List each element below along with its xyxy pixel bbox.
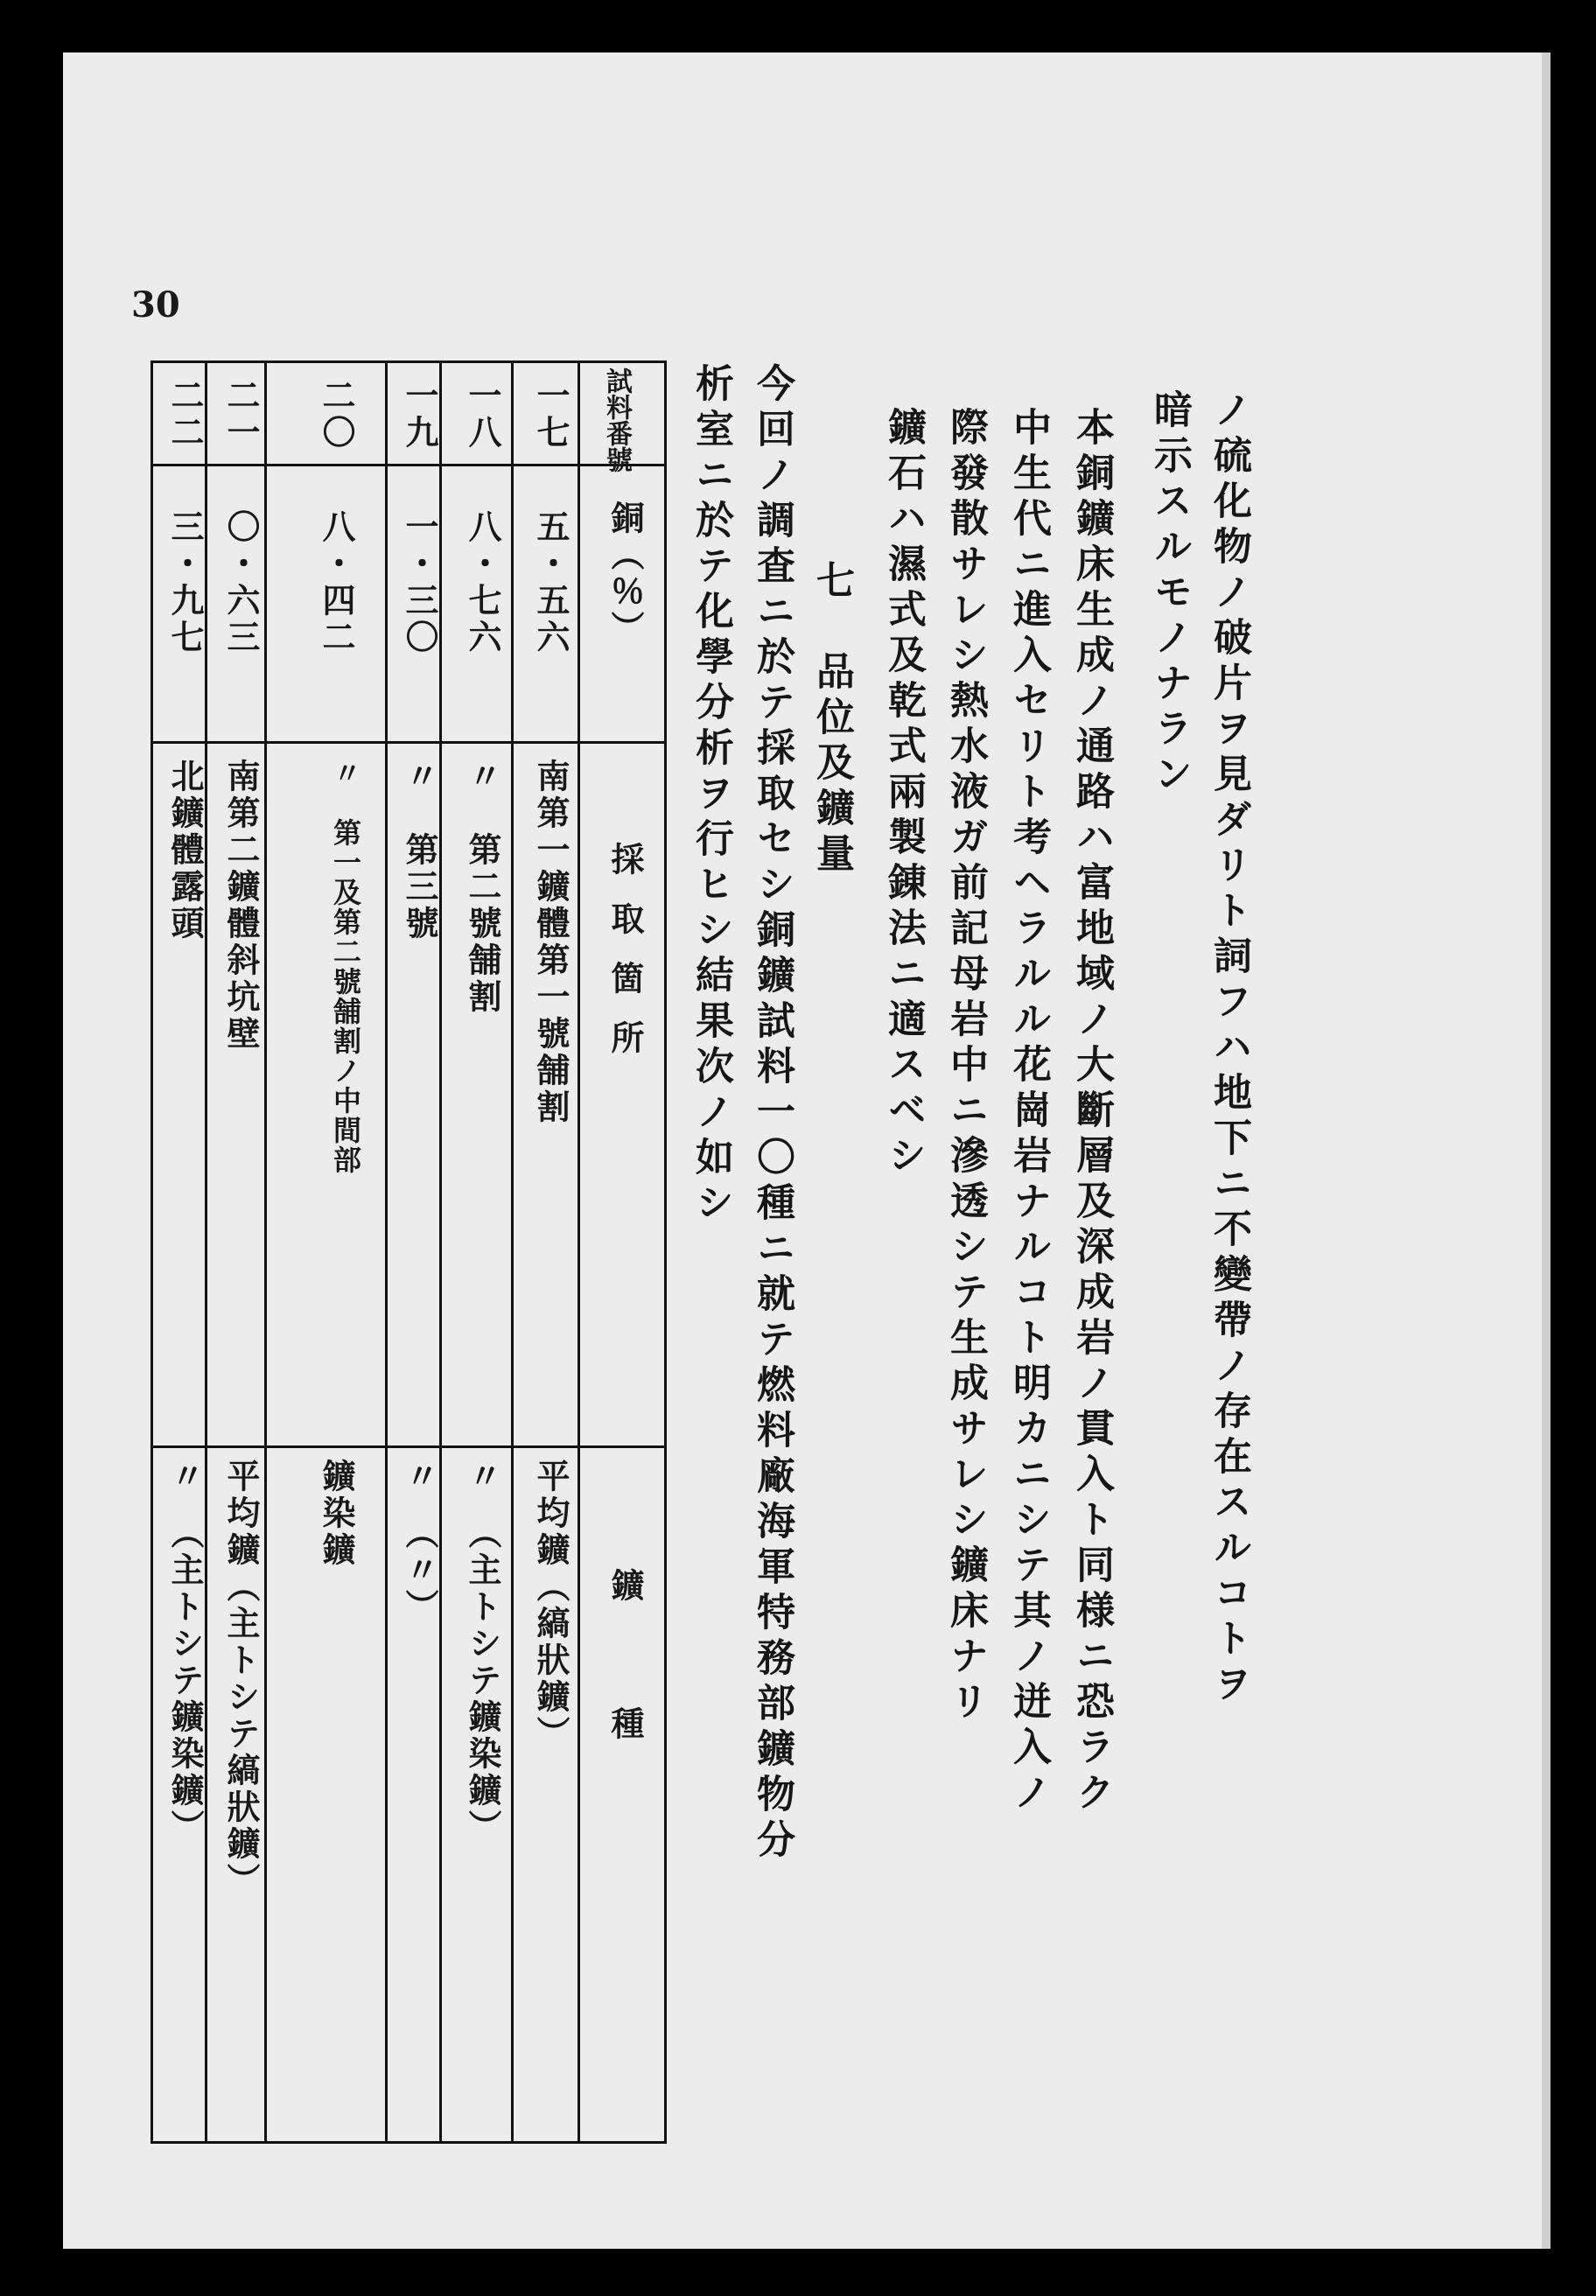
row-22-kind: 〃 （主トシテ鑛染鑛）	[165, 1459, 205, 1846]
header-location: 採取箇所	[606, 842, 645, 1080]
table-rule-top	[150, 360, 667, 363]
row-17-cu: 五・五六	[531, 509, 570, 656]
analysis-table	[150, 360, 667, 2146]
row-22-cu: 三・九七	[165, 509, 205, 656]
paragraph-line-2: 暗示スルモノナラン	[1147, 389, 1192, 799]
row-19-cu: 一・三〇	[400, 509, 439, 656]
table-vline-3	[385, 360, 388, 2144]
row-18-no: 一八	[463, 378, 502, 452]
row-18-cu: 八・七六	[463, 509, 502, 656]
row-20-cu: 八・四二	[317, 509, 356, 656]
paragraph2-line-2: 析室ニ於テ化學分析ヲ行ヒシ結果次ノ如シ	[689, 363, 733, 1228]
paragraph-line-3: 本銅鑛床生成ノ通路ハ富地域ノ大斷層及深成岩ノ貫入ト同様ニ恐ラク	[1069, 407, 1114, 1817]
table-rule-3	[150, 1446, 667, 1448]
row-21-cu: 〇・六三	[221, 509, 261, 656]
header-ore-type: 鑛種	[606, 1568, 645, 1844]
page-number: 30	[131, 284, 180, 326]
row-20-no: 二〇	[317, 378, 356, 452]
table-vline-7	[664, 360, 667, 2144]
row-17-kind: 平均鑛（縞狀鑛）	[531, 1459, 570, 1753]
row-18-kind: 〃 （主トシテ鑛染鑛）	[463, 1459, 502, 1846]
row-19-kind: 〃 （〃）	[400, 1459, 439, 1626]
row-21-place: 南第二鑛體斜坑壁	[221, 759, 261, 1053]
paragraph-line-5: 際發散サレシ熱水液ガ前記母岩中ニ滲透シテ生成サレシ鑛床ナリ	[943, 407, 988, 1726]
table-rule-1	[150, 464, 667, 466]
row-20-place: 〃 第一及第二號舗割ノ中間部	[329, 759, 362, 1175]
header-sample-number: 試料番號	[601, 368, 632, 472]
paragraph-line-6: 鑛石ハ濕式及乾式兩製錬法ニ適スベシ	[881, 407, 926, 1180]
section-heading: 七 品位及鑛量	[809, 560, 854, 878]
paragraph-line-4: 中生代ニ進入セリト考ヘラルル花崗岩ナルコト明カニシテ其ノ迸入ノ	[1006, 407, 1051, 1817]
table-vline-6	[578, 360, 580, 2144]
row-20-kind: 鑛染鑛	[317, 1459, 356, 1569]
header-copper: 銅（％）	[606, 500, 645, 648]
row-21-no: 二一	[221, 378, 261, 452]
table-vline-5	[511, 360, 514, 2144]
table-rule-2	[150, 741, 667, 744]
row-19-no: 一九	[400, 378, 439, 452]
row-17-no: 一七	[531, 378, 570, 452]
paragraph2-line-1: 今回ノ調査ニ於テ採取セシ銅鑛試料一〇種ニ就テ燃料廠海軍特務部鑛物分	[750, 363, 794, 1865]
row-19-place: 〃 第三號	[400, 759, 439, 942]
paragraph-line-1: ノ硫化物ノ破片ヲ見ダリト詞フハ地下ニ不變帶ノ存在スルコトヲ	[1207, 389, 1251, 1709]
row-21-kind: 平均鑛（主トシテ縞狀鑛）	[221, 1459, 261, 1900]
table-vline-0	[150, 360, 153, 2144]
table-rule-bottom	[150, 2141, 667, 2144]
row-17-place: 南第一鑛體第一號舗割	[531, 759, 570, 1126]
row-22-place: 北鑛體露頭	[165, 759, 205, 942]
row-18-place: 〃 第二號舗割	[463, 759, 502, 1016]
row-22-no: 二二	[165, 378, 205, 452]
